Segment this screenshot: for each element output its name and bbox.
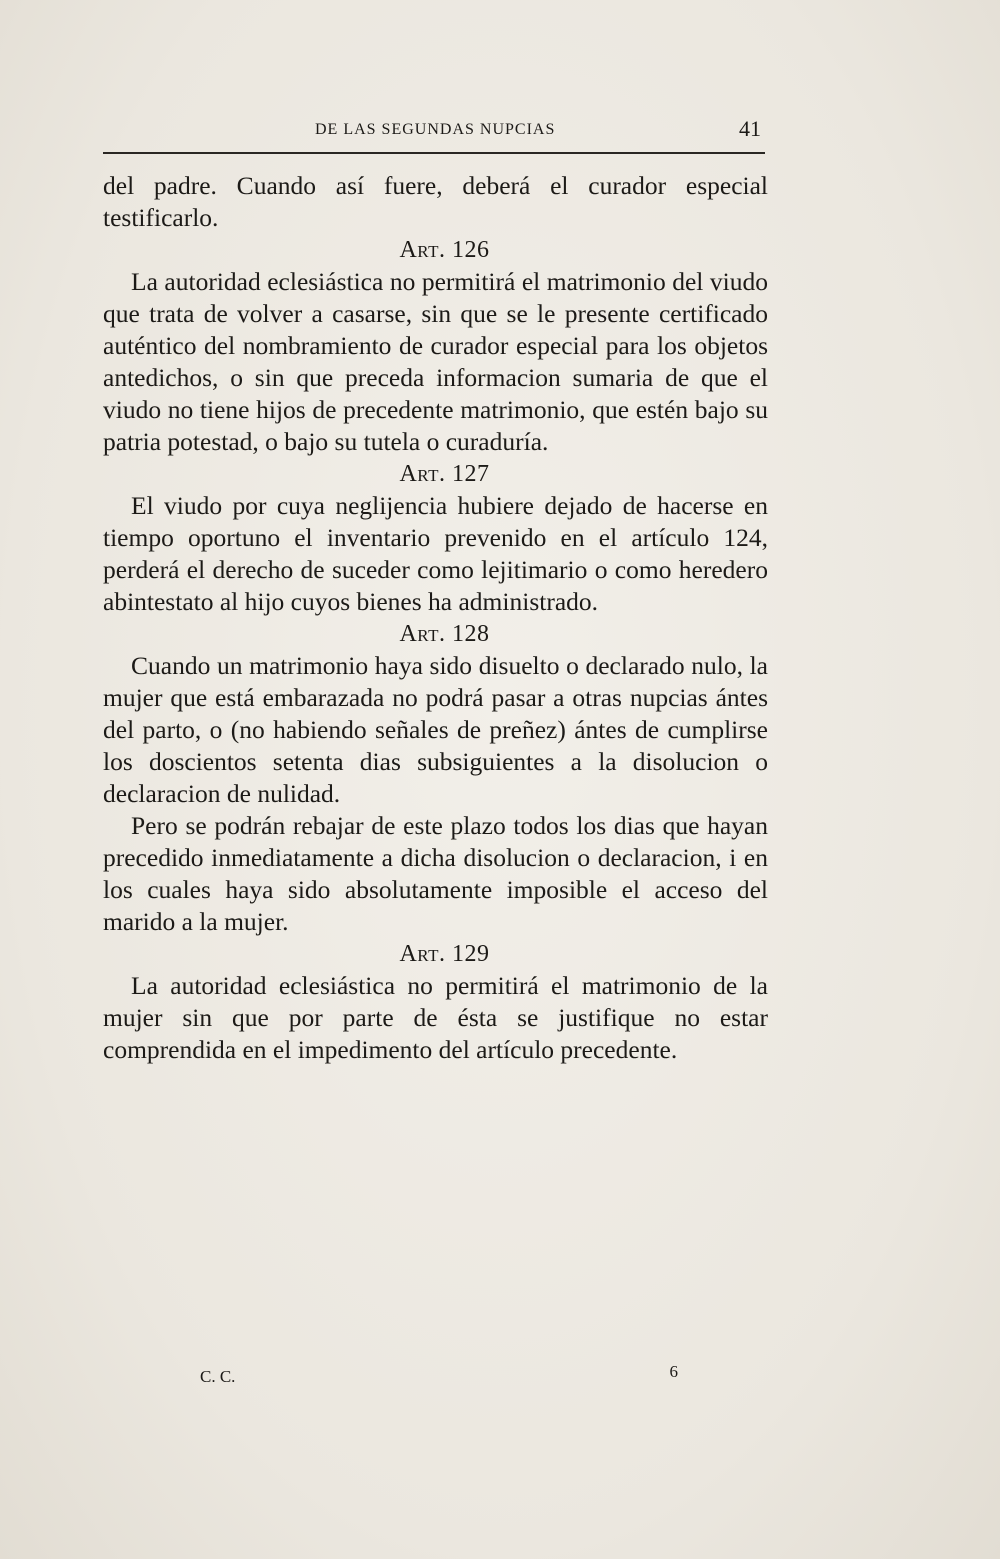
article-126-paragraph: La autoridad eclesiástica no permitirá el matrimonio del viudo que trata de volver a casarse, sin que se le presente certificado auténtico del nombramiento de curador especial para los objetos antedichos, o sin que preceda informacion sumaria de que el viudo no tiene hijos de precedente matrimonio, que estén bajo su patria potestad, o bajo su tutela o curaduría. <box>103 267 768 456</box>
article-127-paragraph: El viudo por cuya neglijencia hubiere dejado de hacerse en tiempo oportuno el inventario prevenido en el artículo 124, perderá el derecho de suceder como lejitimario o como heredero abintestato al hijo cuyos bienes ha administrado. <box>103 491 768 616</box>
article-128-paragraph-2: Pero se podrán rebajar de este plazo todos los dias que hayan precedido inmediatamente a dicha disolucion o declaracion, i en los cuales haya sido absolutamente imposible el acceso del marido a la mujer. <box>103 811 768 936</box>
article-heading-128 <box>103 618 768 650</box>
article-number: 129 <box>452 941 490 967</box>
running-title: DE LAS SEGUNDAS NUPCIAS <box>315 121 556 138</box>
article-heading-127 <box>103 458 768 490</box>
article-word: Art. <box>399 621 446 647</box>
article-heading-126 <box>103 234 768 266</box>
article-word: Art. <box>399 461 446 487</box>
article-word: Art. <box>399 237 446 263</box>
body-text <box>103 170 768 1066</box>
signature-mark: C. C. <box>200 1367 236 1386</box>
article-word: Art. <box>399 941 446 967</box>
article-number: 127 <box>452 461 490 487</box>
page-footer <box>200 1362 690 1386</box>
signature-number: 6 <box>669 1362 678 1381</box>
header-rule <box>103 152 765 154</box>
article-number: 128 <box>452 621 490 647</box>
article-heading-129 <box>103 938 768 970</box>
article-129-paragraph: La autoridad eclesiástica no permitirá el matrimonio de la mujer sin que por parte de ésta se justifique no estar comprendida en el impedimento del artículo precedente. <box>103 971 768 1064</box>
running-head <box>103 118 765 148</box>
article-number: 126 <box>452 237 490 263</box>
page-number: 41 <box>739 116 761 141</box>
continuation-paragraph: del padre. Cuando así fuere, deberá el curador especial testificarlo. <box>103 171 768 232</box>
article-128-paragraph-1: Cuando un matrimonio haya sido disuelto o declarado nulo, la mujer que está embarazada no podrá pasar a otras nupcias ántes del parto, o (no habiendo señales de preñez) ántes de cumplirse los doscientos setenta dias subsiguientes a la disolucion o declaracion de nulidad. <box>103 651 768 808</box>
